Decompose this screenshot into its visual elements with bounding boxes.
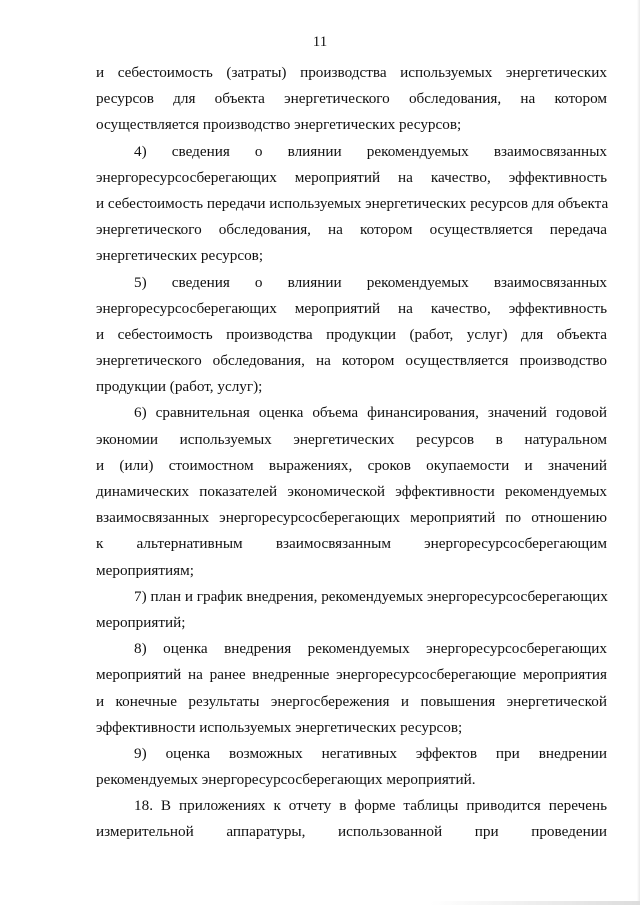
text-line: ресурсов для объекта энергетического обследования, на котором xyxy=(96,90,607,108)
page-number: 11 xyxy=(312,34,328,50)
text-line: измерительной аппаратуры, использованной при проведении xyxy=(96,823,607,841)
text-line: осуществляется производство энергетических ресурсов; xyxy=(96,116,462,134)
text-line: 18. В приложениях к отчету в форме таблицы приводится перечень xyxy=(134,797,607,815)
text-line: продукции (работ, услуг); xyxy=(96,378,263,396)
text-line: и себестоимость (затраты) производства используемых энергетических xyxy=(96,64,607,81)
text-line: энергетического обследования, на котором осуществляется передача xyxy=(96,221,607,239)
document-body xyxy=(96,60,607,846)
text-line: и себестоимость передачи используемых энергетических ресурсов для объекта xyxy=(96,194,609,212)
text-line: эффективности используемых энергетических ресурсов; xyxy=(96,718,463,736)
text-line: энергоресурсосберегающих мероприятий на качество, эффективность xyxy=(96,168,607,186)
text-line: экономии используемых энергетических ресурсов в натуральном xyxy=(96,430,607,448)
text-line: рекомендуемых энергоресурсосберегающих мероприятий. xyxy=(96,771,476,789)
text-line: 9) оценка возможных негативных эффектов при внедрении xyxy=(134,744,607,762)
text-line: взаимосвязанных энергоресурсосберегающих мероприятий по отношению xyxy=(96,509,607,527)
text-line: энергетических ресурсов; xyxy=(96,247,264,265)
text-line: мероприятий на ранее внедренные энергоресурсосберегающие мероприятия xyxy=(96,666,607,684)
text-line: энергоресурсосберегающих мероприятий на качество, эффективность xyxy=(96,299,607,317)
scan-corner-shadow xyxy=(430,901,640,905)
text-line: 6) сравнительная оценка объема финансирования, значений годовой xyxy=(134,404,607,422)
text-line: динамических показателей экономической эффективности рекомендуемых xyxy=(96,483,607,500)
text-line: 4) сведения о влиянии рекомендуемых взаимосвязанных xyxy=(134,142,607,160)
text-line: мероприятиям; xyxy=(96,561,194,579)
text-line: 5) сведения о влиянии рекомендуемых взаимосвязанных xyxy=(134,273,607,291)
text-line: 8) оценка внедрения рекомендуемых энергоресурсосберегающих xyxy=(134,640,607,658)
text-line: мероприятий; xyxy=(96,613,186,631)
text-line: и себестоимость производства продукции (работ, услуг) для объекта xyxy=(96,325,607,343)
text-line: и (или) стоимостном выражениях, сроков окупаемости и значений xyxy=(96,456,607,474)
text-line: к альтернативным взаимосвязанным энергоресурсосберегающим xyxy=(96,535,607,553)
text-line: 7) план и график внедрения, рекомендуемых энергоресурсосберегающих xyxy=(134,587,608,605)
text-line: и конечные результаты энергосбережения и повышения энергетической xyxy=(96,692,607,710)
text-line: энергетического обследования, на котором осуществляется производство xyxy=(96,352,607,370)
